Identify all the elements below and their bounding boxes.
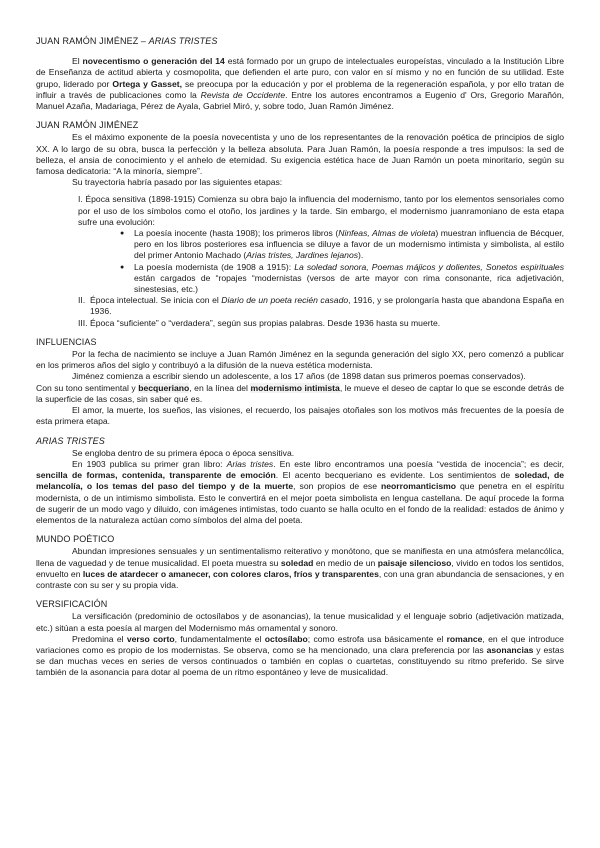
paragraph: Por la fecha de nacimiento se incluye a Juan Ramón Jiménez en la segunda generación del siglo XX, pero comenzó a publicar en los primeros años del siglo y contribuyó a la difusión de la nueva estética modernista. [36, 349, 564, 371]
stage-1-sublist [78, 228, 564, 295]
list-item: ● La poesía inocente (hasta 1908); los primeros libros (Ninfeas, Almas de violeta) muestran influencia de Bécquer, pero en los libros posteriores esa influencia se diluye a favor de un modernismo intimista y simbolista, al estilo del primer Antonio Machado (Arias tristes, Jardines lejanos). [78, 228, 564, 262]
paragraph: Se engloba dentro de su primera época o época sensitiva. [72, 447, 295, 458]
stage-item-2: II. Época intelectual. Se inicia con el Diario de un poeta recién casado, 1916, y se prolongaría hasta que abandona España en 1936. [78, 295, 564, 317]
document-page [36, 36, 564, 679]
paragraph: Su trayectoria habría pasado por las siguientes etapas: [72, 177, 283, 188]
paragraph: El amor, la muerte, los sueños, las visiones, el recuerdo, los paisajes otoñales son los motivos más frecuentes de la poesía de esta primera etapa. [36, 405, 564, 427]
title-author: JUAN RAMÓN JIMÉNEZ – [36, 36, 149, 46]
section-heading-versificacion: VERSIFICACIÓN [36, 599, 108, 610]
paragraph: Abundan impresiones sensuales y un sentimentalismo reiterativo y monótono, que se manifiesta en una atmósfera melancólica, llena de vaguedad y de tenue musicalidad. El poeta muestra su soledad en medio de un paisaje silencioso, vivido en todos los sentidos, envuelto en luces de atardecer o amanecer, con colores claros, fríos y transparentes, con una gran abundancia de sensaciones, y en contraste con su ser y su propia vida. [36, 546, 564, 590]
paragraph: La versificación (predominio de octosílabos y de asonancias), la tenue musicalidad y el lenguaje sobrio (adjetivación matizada, etc.) sitúan a esta poesía al margen del Modernismo más ornamental y sonoro. [36, 611, 564, 633]
section-heading-influencias: INFLUENCIAS [36, 336, 97, 347]
title-work: ARIAS TRISTES [148, 36, 218, 46]
section-heading-arias-tristes: ARIAS TRISTES [36, 435, 105, 446]
paragraph: Predomina el verso corto, fundamentalmente el octosílabo; como estrofa usa básicamente el romance, en el que introduce variaciones como es propio de los modernistas. Se observa, como se ha mencionado, una clara preferencia por las asonancias y estas se dan muchas veces en series de versos continuados o también en coplas o cuartetas, constituyendo su ritmo preferido. Se sirve también de la asonancia para dotar al poema de un ritmo espontáneo y leve de musicalidad. [36, 633, 564, 678]
document-title [36, 36, 564, 47]
section-heading-juan-ramon: JUAN RAMÓN JIMÉNEZ [36, 120, 139, 131]
section-heading-mundo-poetico: MUNDO POÉTICO [36, 534, 115, 545]
intro-paragraph: El novecentismo o generación del 14 está formado por un grupo de intelectuales europeístas, vinculado a la Institución Libre de Enseñanza de actitud abierta y cosmopolita, que defienden el arte puro, con valor en sí mismo y no en función de su utilidad. Este grupo, liderado por Ortega y Gasset, se preocupa por la educación y por el problema de la regeneración española, y por ello tratan de influir a través de publicaciones como la Revista de Occidente. Entre los autores encontramos a Eugenio d' Ors, Gregorio Marañón, Manuel Azaña, Madariaga, Pérez de Ayala, Gabriel Miró, y, sobre todo, Juan Ramón Jiménez. [36, 56, 564, 112]
paragraph: En 1903 publica su primer gran libro: Arias tristes. En este libro encontramos una poesía “vestida de inocencia”; es decir, sencilla de formas, contenida, transparente de emoción. El acento becqueriano es evidente. Los sentimientos de soledad, de melancolía, o los temas del paso del tiempo y de la muerte, son propios de ese neorromanticismo que penetra en el espíritu modernista, o de un intimismo simbolista. Esto le convertirá en el mejor poeta simbolista en lengua castellana. De aquí procede la forma de sugerir de un modo vago y diluido, con imágenes intimistas, todo cuanto se halla oculto en el fondo de la realidad: estados de ánimo y elementos de la naturaleza actúan como símbolos del alma del poeta. [36, 458, 565, 525]
paragraph: Jiménez comienza a escribir siendo un adolescente, a los 17 años (de 1898 datan sus primeros poemas conservados). [72, 371, 526, 382]
paragraph: Es el máximo exponente de la poesía novecentista y uno de los representantes de la renovación poética de principios de siglo XX. A lo largo de su obra, busca la perfección y la belleza absoluta. Para Juan Ramón, la poesía responde a tres impulsos: la sed de belleza, el ansia de conocimiento y el anhelo de eternidad. Su exigencia estética hace de Juan Ramón un poeta minoritario, según su famosa dedicatoria: “A la minoría, siempre”. [36, 132, 564, 177]
stages-list [36, 194, 564, 328]
stage-item-1: I. Época sensitiva (1898-1915) Comienza su obra bajo la influencia del modernismo, tanto por los elementos sensoriales como por el uso de los símbolos como el otoño, los jardines y la tarde. Sin embargo, el modernismo juanramoniano de esta etapa sufre una evolución: ● La poesía inocente (hasta 1908); los primeros libros (Ninfeas, Almas de violeta) muestran influencia de Bécquer, pero en los libros posteriores esa influencia se diluye a favor de un modernismo intimista y simbolista, al estilo del primer Antonio Machado (Arias tristes, Jardines lejanos). ● La poesía modernista (de 1908 a 1915): La soledad sonora, Poemas májicos y dolientes, Sonetos espirituales están cargados de “ropajes “modernistas (versos de arte mayor con rima consonante, rica adjetivación, sinestesias, etc.) [36, 194, 564, 295]
stage-item-3: III. Época “suficiente” o “verdadera”, según sus propias palabras. Desde 1936 hasta su muerte. [78, 317, 441, 328]
paragraph: Con su tono sentimental y becqueriano, en la línea del modernismo intimista, le mueve el deseo de captar lo que se esconde detrás de la superficie de las cosas, sin saber qué es. [36, 382, 565, 404]
list-item: ● La poesía modernista (de 1908 a 1915): La soledad sonora, Poemas májicos y dolientes, Sonetos espirituales están cargados de “ropajes “modernistas (versos de arte mayor con rima consonante, rica adjetivación, sinestesias, etc.) [78, 262, 564, 296]
